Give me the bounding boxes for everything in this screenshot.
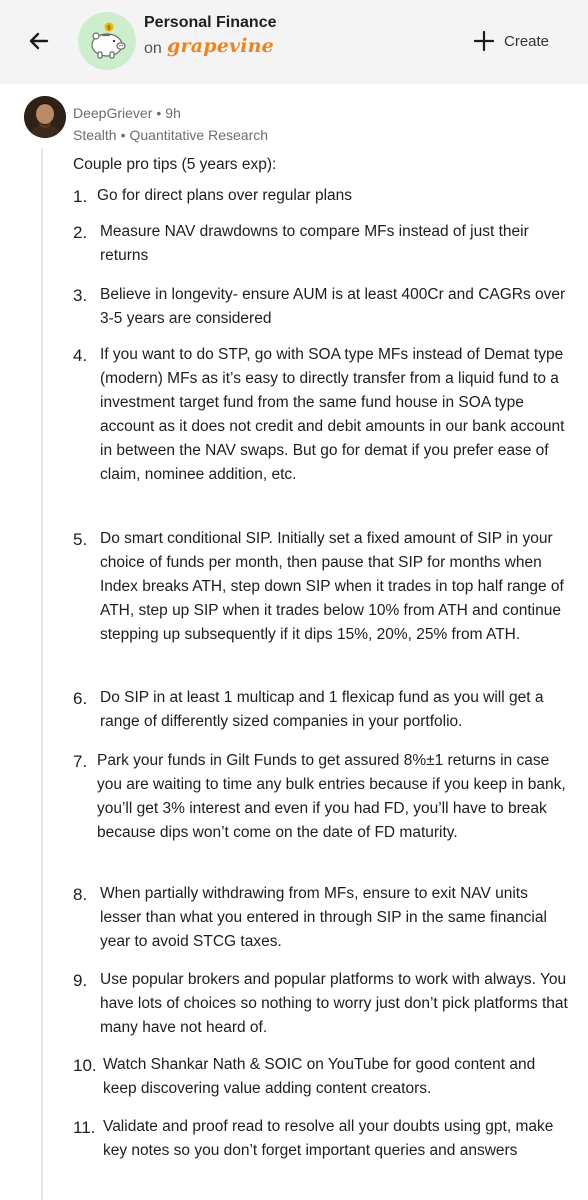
author-meta (73, 105, 181, 121)
tip-number: 9. (73, 971, 88, 990)
arrow-left-icon (27, 29, 51, 53)
create-button[interactable] (472, 26, 549, 56)
avatar-portrait-icon (24, 96, 66, 138)
tip-item (73, 1115, 573, 1187)
tip-number: 11. (73, 1118, 96, 1137)
tip-number: 5. (73, 530, 88, 549)
thread-line (41, 148, 43, 1200)
tip-number: 7. (73, 752, 88, 771)
tip-item (73, 220, 573, 268)
svg-text:$: $ (106, 24, 112, 32)
separator-dot: • (120, 127, 126, 143)
author-workplace (73, 127, 268, 143)
tip-text: If you want to do STP, go with SOA type MFs instead of Demat type (modern) MFs as it’s easy to directly transfer from a liquid fund to a investment target fund from the same fund house in SOA type account as it does not credit and debit amounts in our bank account in between the NAV swaps. But go for demat if you prefer ease of claim, nominee addition, etc. (100, 346, 565, 483)
tip-item (73, 527, 573, 671)
post-time: 9h (165, 105, 181, 121)
tip-text: Validate and proof read to resolve all your doubts using gpt, make key notes so you don’t forget important queries and answers (103, 1118, 554, 1159)
post-intro: Couple pro tips (5 years exp): (73, 156, 277, 173)
tip-item (73, 343, 573, 511)
separator-dot: • (156, 105, 162, 121)
tip-item (73, 882, 573, 954)
tip-number: 10. (73, 1056, 97, 1075)
back-button[interactable] (24, 26, 54, 56)
create-label: Create (504, 32, 550, 50)
tip-text: Park your funds in Gilt Funds to get assured 8%±1 returns in case you are waiting to time any bulk entries because if you keep in bank, you’ll get 3% interest and even if you had FD, you’ll have to break because dips won’t come on the date of FD maturity. (97, 752, 566, 841)
tip-item (73, 283, 573, 331)
tip-number: 1. (73, 187, 88, 206)
community-name[interactable]: Personal Finance (144, 14, 277, 31)
tip-number: 2. (73, 223, 88, 242)
author-avatar[interactable] (24, 96, 66, 138)
tip-number: 4. (73, 346, 88, 365)
tip-text: Use popular brokers and popular platforms to work with always. You have lots of choices so nothing to worry just don’t pick platforms that many have not heard of. (100, 971, 568, 1036)
tip-text: When partially withdrawing from MFs, ensure to exit NAV units lesser than what you entered in through SIP in the same financial year to avoid STCG taxes. (100, 885, 547, 950)
tip-text: Do smart conditional SIP. Initially set a fixed amount of SIP in your choice of funds per month, then pause that SIP for months when Index breaks ATH, step down SIP when it trades in top half range of ATH, step up SIP when it trades below 10% from ATH and continue stepping up subsequently if it dips 15%, 20%, 25% from ATH. (100, 530, 564, 643)
author-company: Stealth (73, 127, 117, 143)
tip-item (73, 1053, 573, 1101)
plus-icon (472, 29, 496, 53)
app-header (0, 0, 588, 84)
author-role: Quantitative Research (129, 127, 269, 143)
author-name[interactable]: DeepGriever (73, 105, 153, 121)
tip-item (73, 686, 573, 734)
community-avatar[interactable] (78, 12, 136, 70)
tip-text: Do SIP in at least 1 multicap and 1 flexicap fund as you will get a range of differently sized companies in your portfolio. (100, 689, 544, 730)
tip-text: Watch Shankar Nath & SOIC on YouTube for good content and keep discovering value adding content creators. (103, 1056, 536, 1097)
on-label: on (144, 40, 162, 57)
tip-number: 3. (73, 286, 88, 305)
tip-text: Go for direct plans over regular plans (97, 187, 353, 204)
piggy-bank-icon (85, 21, 129, 61)
tip-text: Believe in longevity- ensure AUM is at least 400Cr and CAGRs over 3-5 years are considered (100, 286, 566, 327)
grapevine-brand[interactable]: grapevine (167, 35, 274, 57)
tip-item (73, 749, 573, 869)
tip-item (73, 184, 573, 208)
tip-item (73, 968, 573, 1040)
tip-text: Measure NAV drawdowns to compare MFs instead of just their returns (100, 223, 529, 264)
tip-number: 8. (73, 885, 88, 904)
tip-number: 6. (73, 689, 88, 708)
